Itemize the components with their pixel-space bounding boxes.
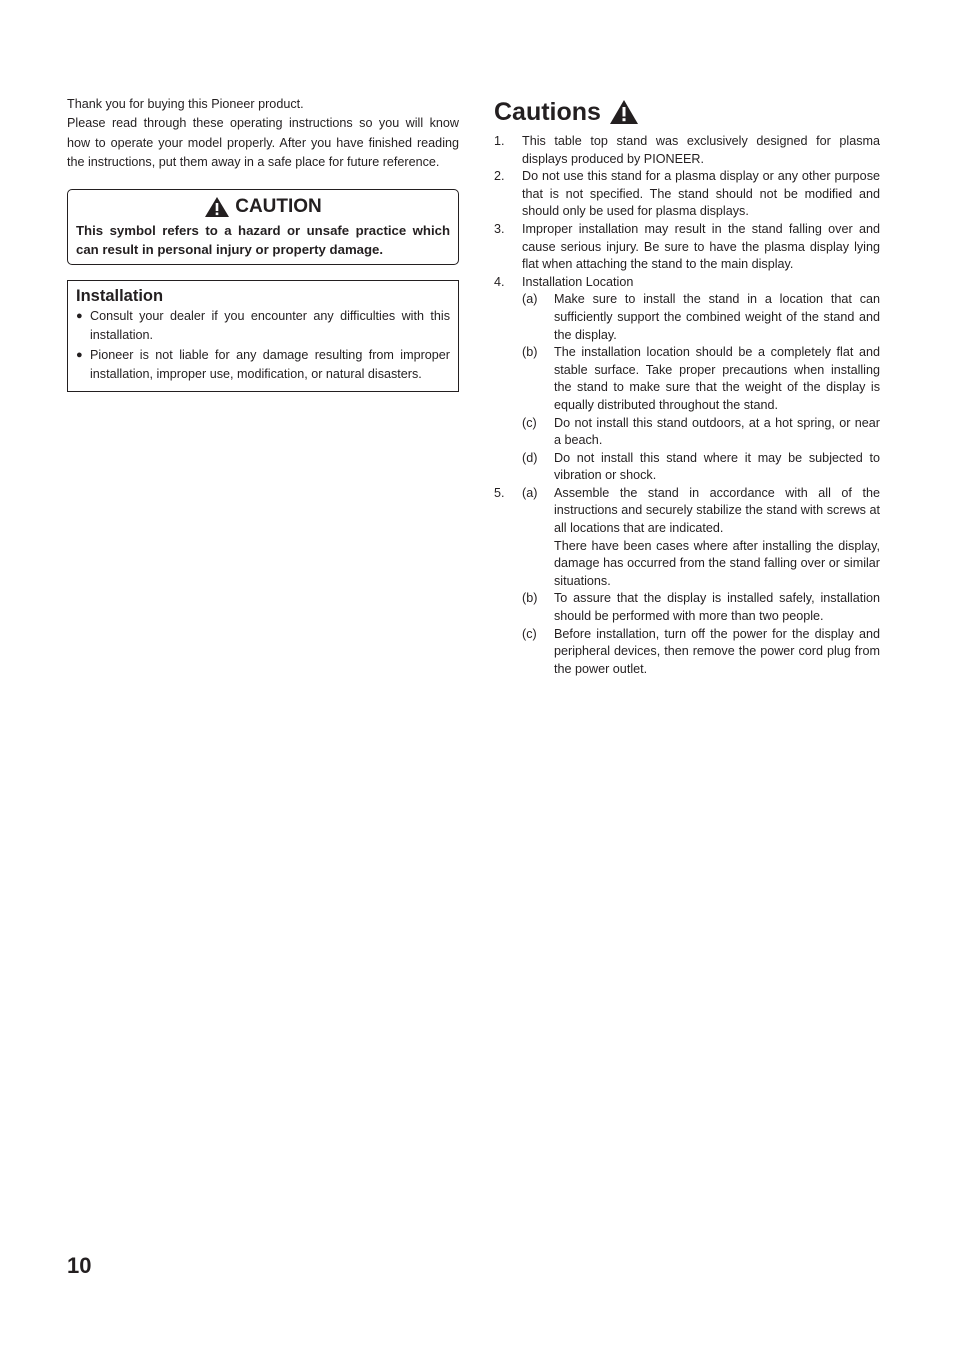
item-text: Do not use this stand for a plasma display or any other purpose that is not specified. The stand should not be modified and should only be used for plasma displays. [522, 169, 880, 219]
intro-line-2: Please read through these operating instructions so you will know how to operate your model properly. After you have finished reading the instructions, put them away in a safe place for future reference. [67, 116, 459, 169]
sub-item [522, 485, 880, 591]
sub-item [522, 450, 880, 485]
sub-text: The installation location should be a completely flat and stable surface. Take proper precautions when installing the stand to make sure that the weight of the display is equally distributed throughout the stand. [554, 345, 880, 412]
sub-item [522, 344, 880, 414]
sub-label: (c) [522, 415, 537, 430]
installation-box [67, 280, 459, 392]
intro [67, 95, 459, 172]
caution-header [76, 196, 450, 218]
sub-text: Do not install this stand outdoors, at a hot spring, or near a beach. [554, 415, 880, 448]
sub-text: Assemble the stand in accordance with all of the instructions and securely stabilize the stand with screws at all locations that are indicated. [554, 485, 880, 536]
sub-extra-text: There have been cases where after installing the display, damage has occurred from the stand falling over or similar situations. [554, 538, 880, 588]
cautions-header [494, 95, 880, 129]
sub-item [522, 626, 880, 679]
cautions-item-5 [494, 485, 880, 679]
sub-label: (b) [522, 345, 538, 360]
caution-box [67, 189, 459, 265]
installation-item-text: Consult your dealer if you encounter any difficulties with this installation. [90, 309, 450, 343]
item-text: Installation Location [522, 274, 634, 289]
cautions-item-2 [494, 168, 880, 221]
cautions-item-1 [494, 133, 880, 168]
page-number: 10 [67, 1253, 92, 1278]
sub-item [522, 590, 880, 625]
sub-text: Before installation, turn off the power for the display and peripheral devices, then remove the power cord plug from the power outlet. [554, 626, 880, 676]
caution-description: This symbol refers to a hazard or unsafe practice which can result in personal injury or property damage. [76, 223, 450, 258]
sub-label: (c) [522, 626, 537, 641]
cautions-item-3 [494, 221, 880, 274]
sub-item [522, 291, 880, 344]
installation-item-text: Pioneer is not liable for any damage resulting from improper installation, improper use, modification, or natural disasters. [90, 347, 450, 381]
sub-label: (d) [522, 450, 538, 465]
item-number: 5. [494, 485, 505, 500]
cautions-title: Cautions [494, 98, 601, 126]
sub-body [554, 485, 880, 591]
installation-item [76, 307, 450, 345]
bullet-icon: ● [76, 348, 83, 361]
sub-label: (a) [522, 485, 538, 500]
intro-line-1: Thank you for buying this Pioneer product. [67, 97, 304, 111]
sub-text: To assure that the display is installed safely, installation should be performed with more than two people. [554, 591, 880, 624]
item-number: 4. [494, 274, 505, 289]
right-column [494, 95, 880, 678]
sub-text: Do not install this stand where it may be subjected to vibration or shock. [554, 450, 880, 483]
item-body [522, 485, 880, 679]
item-body [522, 274, 880, 485]
item-number: 3. [494, 221, 505, 236]
item-number: 2. [494, 169, 505, 184]
warning-triangle-icon [204, 196, 230, 218]
item-number: 1. [494, 134, 505, 148]
sub-item [522, 415, 880, 450]
sub-label: (a) [522, 292, 538, 307]
installation-item [76, 346, 450, 384]
cautions-item-4 [494, 274, 880, 485]
warning-triangle-icon [609, 99, 639, 125]
sub-text: Make sure to install the stand in a location that can sufficiently support the combined weight of the stand and the display. [554, 292, 880, 342]
item-text: This table top stand was exclusively designed for plasma displays produced by PIONEER. [522, 134, 880, 166]
sub-label: (b) [522, 591, 538, 606]
bullet-icon: ● [76, 310, 83, 323]
left-column [67, 95, 459, 392]
installation-title: Installation [76, 287, 164, 306]
caution-title: CAUTION [235, 196, 322, 218]
cautions-list [494, 133, 880, 678]
item-text: Improper installation may result in the stand falling over and cause serious injury. Be sure to have the plasma display lying flat when attaching the stand to the main display. [522, 221, 880, 272]
